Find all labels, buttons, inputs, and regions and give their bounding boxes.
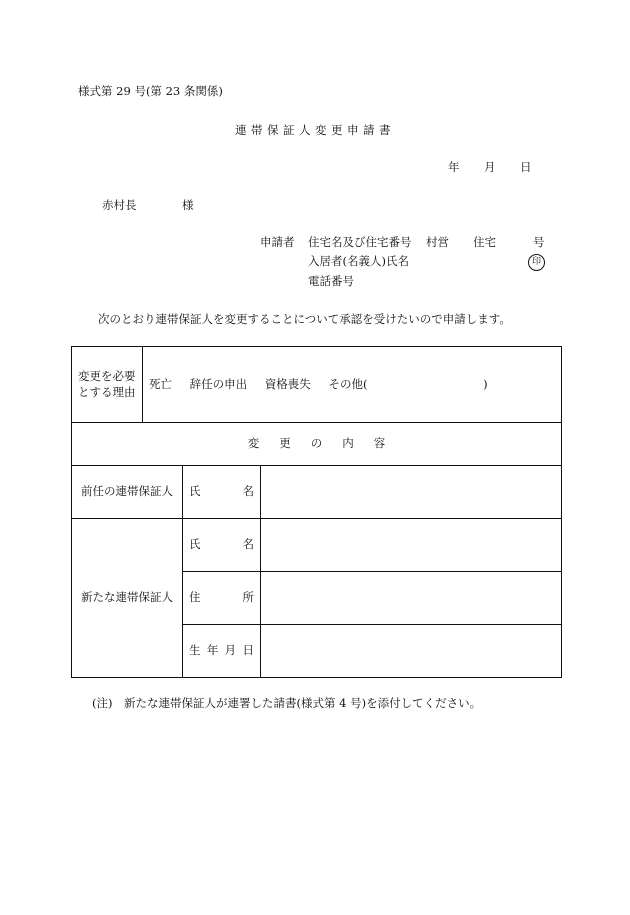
reason-option-death: 死亡	[149, 376, 172, 391]
new-guarantor-label: 新たな連帯保証人	[72, 519, 183, 678]
addressee-name: 赤村長	[102, 198, 137, 212]
new-guarantor-birthdate-label	[183, 625, 261, 678]
name-char-2: 名	[242, 537, 254, 552]
name-char-1: 氏	[189, 537, 201, 552]
date-year-label: 年	[448, 160, 460, 174]
attachment-note: (注) 新たな連帯保証人が連署した請書(様式第 4 号)を添付してください。	[92, 696, 482, 710]
address-char-1: 住	[189, 590, 201, 605]
document-title: 連帯保証人変更申請書	[235, 123, 395, 137]
room-number-suffix: 号	[533, 235, 545, 249]
previous-guarantor-name-label	[183, 466, 261, 519]
previous-guarantor-label: 前任の連帯保証人	[72, 466, 183, 519]
application-statement: 次のとおり連帯保証人を変更することについて承認を受けたいので申請します。	[98, 312, 511, 326]
reason-option-disqualification: 資格喪失	[264, 376, 311, 391]
reason-option-other: その他(	[328, 376, 368, 391]
birth-char-1: 生	[189, 643, 201, 658]
seal-mark-icon: 印	[528, 254, 545, 271]
new-guarantor-birthdate-field[interactable]	[261, 625, 562, 678]
reason-row	[72, 347, 562, 423]
new-guarantor-name-field[interactable]	[261, 519, 562, 572]
name-char-1: 氏	[189, 484, 201, 499]
name-char-2: 名	[242, 484, 254, 499]
changes-header-row	[72, 423, 562, 466]
tenant-name-label: 入居者(名義人)氏名	[308, 254, 409, 268]
date-day-label: 日	[520, 160, 532, 174]
residence-label: 住宅名及び住宅番号	[308, 235, 412, 249]
reason-option-resignation: 辞任の申出	[189, 376, 248, 391]
addressee-honorific: 様	[182, 198, 194, 212]
reason-label: 変更を必要とする理由	[72, 347, 143, 423]
changes-header: 変更の内容	[72, 423, 562, 466]
new-guarantor-address-field[interactable]	[261, 572, 562, 625]
change-details-table	[71, 346, 562, 678]
reason-options	[143, 347, 562, 423]
birth-char-2: 年	[206, 643, 219, 658]
birth-char-4: 日	[242, 643, 254, 658]
new-guarantor-name-label	[183, 519, 261, 572]
phone-number-label: 電話番号	[308, 274, 354, 288]
reason-other-close: )	[483, 376, 488, 391]
previous-guarantor-row	[72, 466, 562, 519]
date-month-label: 月	[484, 160, 496, 174]
applicant-label: 申請者	[260, 235, 295, 249]
birth-char-3: 月	[224, 643, 237, 658]
new-guarantor-address-label	[183, 572, 261, 625]
address-char-2: 所	[242, 590, 254, 605]
residence-kind-label: 住宅	[473, 235, 496, 249]
form-number: 様式第 29 号(第 23 条関係)	[78, 84, 223, 98]
new-guarantor-name-row	[72, 519, 562, 572]
previous-guarantor-name-field[interactable]	[261, 466, 562, 519]
village-label: 村営	[426, 235, 449, 249]
